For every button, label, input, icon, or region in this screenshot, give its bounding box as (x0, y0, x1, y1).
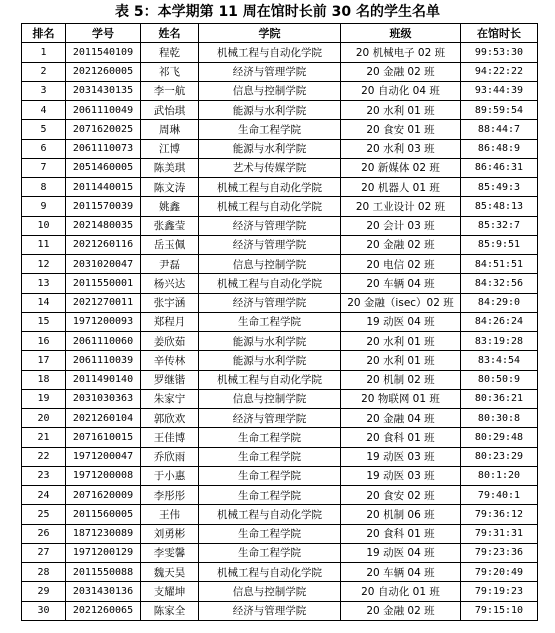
rank-cell: 11 (22, 235, 66, 254)
college-cell: 能源与水利学院 (199, 351, 341, 370)
student-id-cell: 2021270011 (66, 293, 141, 312)
rank-cell: 2 (22, 62, 66, 81)
table-row (22, 43, 538, 62)
name-cell: 郑程月 (141, 312, 199, 331)
duration-cell: 84:26:24 (461, 312, 538, 331)
class-cell: 20 食安 02 班 (341, 486, 461, 505)
table-row (22, 389, 538, 408)
duration-cell: 85:49:3 (461, 178, 538, 197)
class-cell: 20 金融 04 班 (341, 409, 461, 428)
rank-cell: 27 (22, 543, 66, 562)
rank-cell: 13 (22, 274, 66, 293)
rank-cell: 21 (22, 428, 66, 447)
college-cell: 能源与水利学院 (199, 101, 341, 120)
student-id-cell: 2011540109 (66, 43, 141, 62)
table-row (22, 235, 538, 254)
name-cell: 张宇涵 (141, 293, 199, 312)
table-row (22, 101, 538, 120)
rank-cell: 22 (22, 447, 66, 466)
class-cell: 20 机制 06 班 (341, 505, 461, 524)
duration-cell: 79:20:49 (461, 563, 538, 582)
student-id-cell: 2031020047 (66, 255, 141, 274)
college-cell: 能源与水利学院 (199, 139, 341, 158)
rank-cell: 5 (22, 120, 66, 139)
college-cell: 生命工程学院 (199, 486, 341, 505)
name-cell: 杨兴达 (141, 274, 199, 293)
name-cell: 尹磊 (141, 255, 199, 274)
class-cell: 19 动医 04 班 (341, 312, 461, 331)
table-row (22, 139, 538, 158)
name-cell: 姚鑫 (141, 197, 199, 216)
duration-cell: 79:36:12 (461, 505, 538, 524)
class-cell: 20 电信 02 班 (341, 255, 461, 274)
table-row (22, 351, 538, 370)
college-cell: 信息与控制学院 (199, 582, 341, 601)
college-cell: 经济与管理学院 (199, 601, 341, 620)
student-id-cell: 2021260065 (66, 601, 141, 620)
class-cell: 20 食科 01 班 (341, 428, 461, 447)
student-id-cell: 2031430136 (66, 582, 141, 601)
table-row (22, 274, 538, 293)
student-id-cell: 2031430135 (66, 81, 141, 100)
duration-cell: 94:22:22 (461, 62, 538, 81)
college-cell: 经济与管理学院 (199, 216, 341, 235)
rank-cell: 16 (22, 332, 66, 351)
duration-cell: 85:32:7 (461, 216, 538, 235)
rank-cell: 23 (22, 466, 66, 485)
student-id-cell: 2071610015 (66, 428, 141, 447)
table-header-row (22, 24, 538, 43)
class-cell: 20 物联网 01 班 (341, 389, 461, 408)
class-cell: 20 金融 02 班 (341, 62, 461, 81)
rank-cell: 1 (22, 43, 66, 62)
name-cell: 祁飞 (141, 62, 199, 81)
college-cell: 机械工程与自动化学院 (199, 563, 341, 582)
duration-cell: 79:31:31 (461, 524, 538, 543)
name-cell: 郭欣欢 (141, 409, 199, 428)
college-cell: 信息与控制学院 (199, 389, 341, 408)
rank-cell: 9 (22, 197, 66, 216)
name-cell: 乔欣雨 (141, 447, 199, 466)
class-cell: 19 动医 03 班 (341, 466, 461, 485)
column-header-rank: 排名 (22, 24, 66, 43)
name-cell: 支耀坤 (141, 582, 199, 601)
rank-cell: 8 (22, 178, 66, 197)
rank-cell: 12 (22, 255, 66, 274)
name-cell: 岳玉佩 (141, 235, 199, 254)
college-cell: 信息与控制学院 (199, 81, 341, 100)
class-cell: 20 机械电子 02 班 (341, 43, 461, 62)
college-cell: 机械工程与自动化学院 (199, 43, 341, 62)
class-cell: 20 自动化 04 班 (341, 81, 461, 100)
duration-cell: 80:36:21 (461, 389, 538, 408)
name-cell: 姜欣茹 (141, 332, 199, 351)
college-cell: 艺术与传媒学院 (199, 158, 341, 177)
name-cell: 辛传林 (141, 351, 199, 370)
name-cell: 武怡琪 (141, 101, 199, 120)
table-row (22, 543, 538, 562)
table-row (22, 409, 538, 428)
table-row (22, 120, 538, 139)
duration-cell: 85:9:51 (461, 235, 538, 254)
college-cell: 生命工程学院 (199, 428, 341, 447)
student-id-cell: 1971200047 (66, 447, 141, 466)
name-cell: 江博 (141, 139, 199, 158)
name-cell: 陈文涛 (141, 178, 199, 197)
college-cell: 经济与管理学院 (199, 62, 341, 81)
student-id-cell: 2061110039 (66, 351, 141, 370)
student-id-cell: 2061110049 (66, 101, 141, 120)
rank-cell: 19 (22, 389, 66, 408)
duration-cell: 84:51:51 (461, 255, 538, 274)
duration-cell: 80:50:9 (461, 370, 538, 389)
table-row (22, 601, 538, 620)
duration-cell: 99:53:30 (461, 43, 538, 62)
table-row (22, 332, 538, 351)
class-cell: 20 车辆 04 班 (341, 274, 461, 293)
college-cell: 生命工程学院 (199, 312, 341, 331)
class-cell: 20 会计 03 班 (341, 216, 461, 235)
table-row (22, 428, 538, 447)
duration-cell: 84:29:0 (461, 293, 538, 312)
table-row (22, 293, 538, 312)
name-cell: 陈家全 (141, 601, 199, 620)
name-cell: 罗继锴 (141, 370, 199, 389)
name-cell: 李彤彤 (141, 486, 199, 505)
duration-cell: 86:46:31 (461, 158, 538, 177)
ranking-table (21, 23, 538, 621)
college-cell: 经济与管理学院 (199, 409, 341, 428)
rank-cell: 29 (22, 582, 66, 601)
class-cell: 19 动医 03 班 (341, 447, 461, 466)
college-cell: 信息与控制学院 (199, 255, 341, 274)
duration-cell: 83:19:28 (461, 332, 538, 351)
name-cell: 程乾 (141, 43, 199, 62)
student-id-cell: 2071620025 (66, 120, 141, 139)
duration-cell: 83:4:54 (461, 351, 538, 370)
class-cell: 20 水利 01 班 (341, 351, 461, 370)
table-row (22, 486, 538, 505)
student-id-cell: 2021260116 (66, 235, 141, 254)
duration-cell: 86:48:9 (461, 139, 538, 158)
table-row (22, 582, 538, 601)
duration-cell: 80:23:29 (461, 447, 538, 466)
student-id-cell: 2011490140 (66, 370, 141, 389)
class-cell: 20 新媒体 02 班 (341, 158, 461, 177)
table-row (22, 255, 538, 274)
name-cell: 刘勇彬 (141, 524, 199, 543)
duration-cell: 80:30:8 (461, 409, 538, 428)
table-row (22, 216, 538, 235)
table-row (22, 158, 538, 177)
name-cell: 魏天昊 (141, 563, 199, 582)
student-id-cell: 1971200129 (66, 543, 141, 562)
student-id-cell: 2011570039 (66, 197, 141, 216)
rank-cell: 14 (22, 293, 66, 312)
college-cell: 生命工程学院 (199, 543, 341, 562)
name-cell: 朱家宁 (141, 389, 199, 408)
name-cell: 张鑫莹 (141, 216, 199, 235)
college-cell: 生命工程学院 (199, 447, 341, 466)
name-cell: 陈美琪 (141, 158, 199, 177)
table-row (22, 178, 538, 197)
class-cell: 20 机器人 01 班 (341, 178, 461, 197)
table-row (22, 524, 538, 543)
student-id-cell: 2021260104 (66, 409, 141, 428)
column-header-college: 学院 (199, 24, 341, 43)
rank-cell: 26 (22, 524, 66, 543)
student-id-cell: 2011560005 (66, 505, 141, 524)
column-header-name: 姓名 (141, 24, 199, 43)
column-header-student-id: 学号 (66, 24, 141, 43)
table-row (22, 62, 538, 81)
college-cell: 机械工程与自动化学院 (199, 505, 341, 524)
name-cell: 王伟 (141, 505, 199, 524)
college-cell: 经济与管理学院 (199, 235, 341, 254)
name-cell: 王佳博 (141, 428, 199, 447)
table-row (22, 312, 538, 331)
rank-cell: 20 (22, 409, 66, 428)
rank-cell: 7 (22, 158, 66, 177)
rank-cell: 10 (22, 216, 66, 235)
college-cell: 机械工程与自动化学院 (199, 178, 341, 197)
student-id-cell: 2011550088 (66, 563, 141, 582)
name-cell: 李雯馨 (141, 543, 199, 562)
table-row (22, 81, 538, 100)
duration-cell: 93:44:39 (461, 81, 538, 100)
duration-cell: 89:59:54 (461, 101, 538, 120)
rank-cell: 4 (22, 101, 66, 120)
rank-cell: 6 (22, 139, 66, 158)
college-cell: 生命工程学院 (199, 524, 341, 543)
rank-cell: 25 (22, 505, 66, 524)
student-id-cell: 2061110060 (66, 332, 141, 351)
duration-cell: 80:1:20 (461, 466, 538, 485)
table-row (22, 563, 538, 582)
table-row (22, 505, 538, 524)
class-cell: 20 食安 01 班 (341, 120, 461, 139)
college-cell: 机械工程与自动化学院 (199, 197, 341, 216)
rank-cell: 18 (22, 370, 66, 389)
table-body (22, 43, 538, 621)
student-id-cell: 2031030363 (66, 389, 141, 408)
name-cell: 李一航 (141, 81, 199, 100)
table-row (22, 447, 538, 466)
duration-cell: 84:32:56 (461, 274, 538, 293)
class-cell: 20 车辆 04 班 (341, 563, 461, 582)
class-cell: 20 水利 01 班 (341, 332, 461, 351)
class-cell: 20 食科 01 班 (341, 524, 461, 543)
column-header-duration: 在馆时长 (461, 24, 538, 43)
class-cell: 19 动医 04 班 (341, 543, 461, 562)
rank-cell: 17 (22, 351, 66, 370)
student-id-cell: 2061110073 (66, 139, 141, 158)
student-id-cell: 1971200008 (66, 466, 141, 485)
college-cell: 生命工程学院 (199, 466, 341, 485)
college-cell: 能源与水利学院 (199, 332, 341, 351)
student-id-cell: 2021260005 (66, 62, 141, 81)
table-row (22, 466, 538, 485)
class-cell: 20 工业设计 02 班 (341, 197, 461, 216)
class-cell: 20 金融 02 班 (341, 235, 461, 254)
rank-cell: 28 (22, 563, 66, 582)
college-cell: 机械工程与自动化学院 (199, 370, 341, 389)
class-cell: 20 金融 02 班 (341, 601, 461, 620)
duration-cell: 79:19:23 (461, 582, 538, 601)
rank-cell: 24 (22, 486, 66, 505)
table-title: 表 5：本学期第 11 周在馆时长前 30 名的学生名单 (114, 4, 441, 20)
class-cell: 20 水利 01 班 (341, 101, 461, 120)
duration-cell: 88:44:7 (461, 120, 538, 139)
rank-cell: 15 (22, 312, 66, 331)
class-cell: 20 机制 02 班 (341, 370, 461, 389)
college-cell: 经济与管理学院 (199, 293, 341, 312)
class-cell: 20 自动化 01 班 (341, 582, 461, 601)
rank-cell: 30 (22, 601, 66, 620)
rank-cell: 3 (22, 81, 66, 100)
duration-cell: 85:48:13 (461, 197, 538, 216)
table-row (22, 370, 538, 389)
student-id-cell: 1971200093 (66, 312, 141, 331)
college-cell: 机械工程与自动化学院 (199, 274, 341, 293)
student-id-cell: 2011440015 (66, 178, 141, 197)
duration-cell: 79:23:36 (461, 543, 538, 562)
student-id-cell: 2011550001 (66, 274, 141, 293)
duration-cell: 79:15:10 (461, 601, 538, 620)
college-cell: 生命工程学院 (199, 120, 341, 139)
name-cell: 于小惠 (141, 466, 199, 485)
class-cell: 20 金融（isec）02 班 (341, 293, 461, 312)
student-id-cell: 1871230089 (66, 524, 141, 543)
duration-cell: 79:40:1 (461, 486, 538, 505)
class-cell: 20 水利 03 班 (341, 139, 461, 158)
student-id-cell: 2051460005 (66, 158, 141, 177)
column-header-class: 班级 (341, 24, 461, 43)
student-id-cell: 2021480035 (66, 216, 141, 235)
name-cell: 周琳 (141, 120, 199, 139)
duration-cell: 80:29:48 (461, 428, 538, 447)
student-id-cell: 2071620009 (66, 486, 141, 505)
table-row (22, 197, 538, 216)
